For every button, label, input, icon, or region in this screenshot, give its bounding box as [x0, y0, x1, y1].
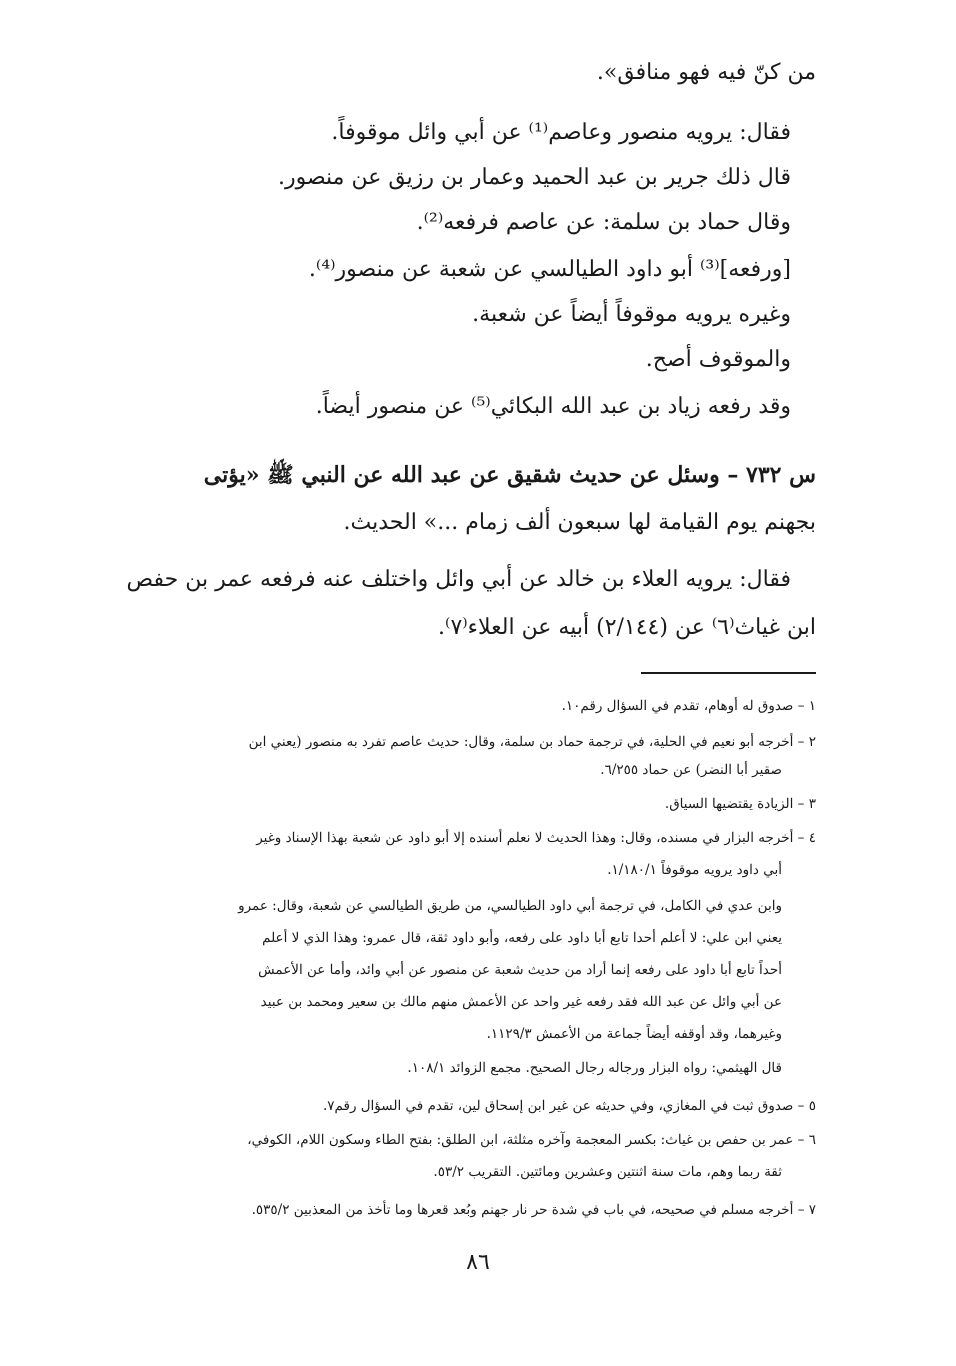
body-line: وقد رفعه زياد بن عبد الله البكائي⁽⁵⁾ عن منصور أيضاً.	[315, 394, 791, 419]
body-line: قال ذلك جرير بن عبد الحميد وعمار بن رزيق عن منصور.	[277, 165, 791, 190]
footnote-continuation: عن أبي وائل عن عبد الله فقد رفعه غير واحد عن الأعمش منهم مالك بن سعير ومحمد بن عبيد	[260, 994, 782, 1010]
footnote: ٤ – أخرجه البزار في مسنده، وقال: وهذا الحديث لا نعلم أسنده إلا أبو داود عن شعبة بهذا الإسناد وغير	[256, 830, 816, 846]
footnote-continuation: يعني ابن علي: لا أعلم أحدا تابع أبا داود على رفعه، وأبو داود ثقة، قال عمرو: وهذا الذي لا أعلم	[262, 930, 782, 946]
footnote: ١ – صدوق له أوهام، تقدم في السؤال رقم١٠.	[561, 698, 816, 714]
answer-line: ابن غياث⁽٦⁾ عن (٢/١٤٤) أبيه عن العلاء⁽٧⁾.	[438, 615, 816, 640]
footnote-continuation: وابن عدي في الكامل، في ترجمة أبي داود الطيالسي، من طريق الطيالسي عن شعبة، وقال: عمرو	[238, 898, 782, 914]
answer-line: فقال: يرويه العلاء بن خالد عن أبي وائل واختلف عنه فرفعه عمر بن حفص	[126, 567, 791, 592]
body-line: من كنّ فيه فهو منافق».	[596, 60, 816, 85]
question-heading: س ٧٣٢ – وسئل عن حديث شقيق عن عبد الله عن النبي ﷺ «يؤتى	[203, 462, 816, 488]
footnote: ٣ – الزيادة يقتضيها السياق.	[664, 796, 816, 812]
footnote-continuation: قال الهيثمي: رواه البزار ورجاله رجال الصحيح. مجمع الزوائد ١٠٨/١.	[407, 1060, 782, 1076]
body-line: [ورفعه]⁽³⁾ أبو داود الطيالسي عن شعبة عن منصور⁽⁴⁾.	[308, 257, 791, 282]
question-line: بجهنم يوم القيامة لها سبعون ألف زمام ...» الحديث.	[343, 510, 816, 535]
footnote-continuation: صقير أبا النضر) عن حماد ٦/٢٥٥.	[600, 762, 782, 778]
body-line: وغيره يرويه موقوفاً أيضاً عن شعبة.	[472, 302, 791, 327]
footnote-continuation: ثقة ربما وهم، مات سنة اثنتين وعشرين ومائتين. التقريب ٥٣/٢.	[433, 1164, 782, 1180]
footnote: ٥ – صدوق ثبت في المغازي، وفي حديثه عن غير ابن إسحاق لين، تقدم في السؤال رقم٧.	[322, 1098, 816, 1114]
body-line: والموقوف أصح.	[645, 347, 791, 372]
page-number: ٨٦	[466, 1250, 490, 1275]
footnote-continuation: أحداً تابع أبا داود على رفعه إنما أراد من حديث شعبة عن منصور عن أبي وائد، وأما عن الأعمش	[258, 962, 782, 978]
footnote-continuation: أبي داود يرويه موقوفاً ١/١٨٠/١.	[607, 862, 782, 878]
footnote-divider	[641, 672, 816, 674]
body-line: فقال: يرويه منصور وعاصم⁽¹⁾ عن أبي وائل موقوفاً.	[331, 120, 791, 145]
footnote: ٦ – عمر بن حفص بن غياث: بكسر المعجمة وآخره مثلثة، ابن الطلق: بفتح الطاء وسكون اللام، الكوفي،	[247, 1132, 816, 1148]
footnote-continuation: وغيرهما، وقد أوقفه أيضاً جماعة من الأعمش ١١٢٩/٣.	[486, 1026, 782, 1042]
footnote: ٢ – أخرجه أبو نعيم في الحلية، في ترجمة حماد بن سلمة، وقال: حديث عاصم تفرد به منصور (يعني ابن	[248, 734, 816, 750]
body-line: وقال حماد بن سلمة: عن عاصم فرفعه⁽²⁾.	[416, 210, 791, 235]
footnote: ٧ – أخرجه مسلم في صحيحه، في باب في شدة حر نار جهنم وبُعد قعرها وما تأخذ من المعذبين ٥٣٥/٢.	[251, 1202, 816, 1218]
